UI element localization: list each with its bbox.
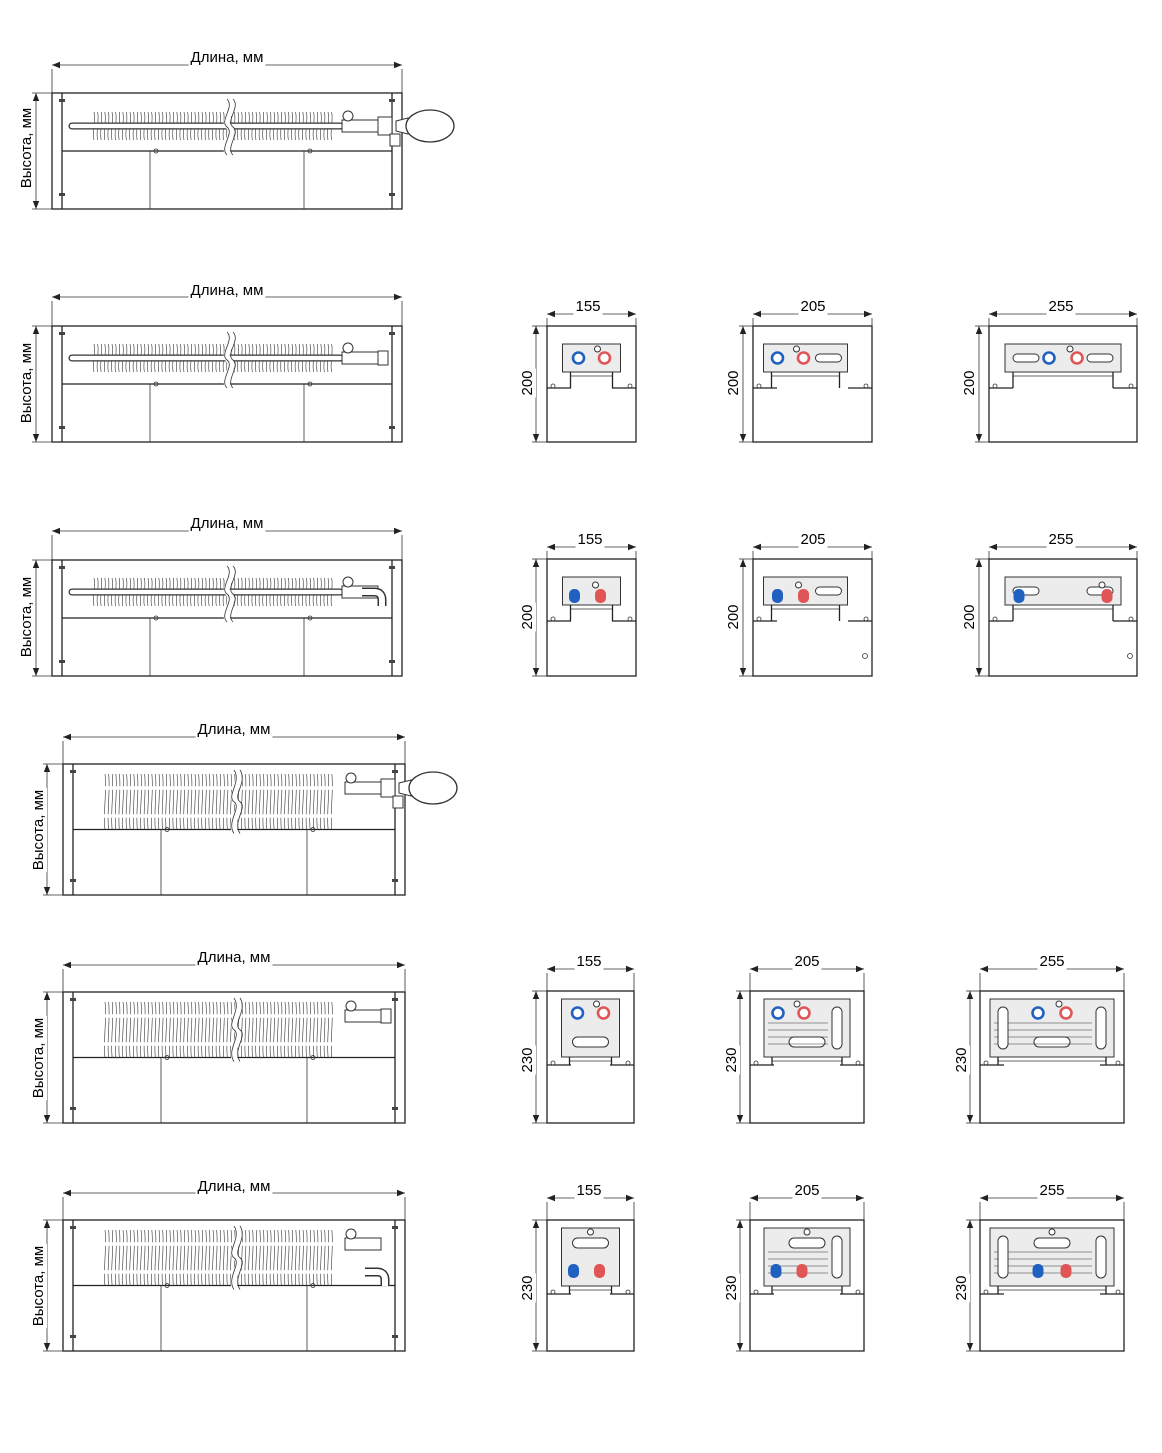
return-connection-icon <box>1044 353 1055 364</box>
slot <box>832 1007 842 1049</box>
width-label: 205 <box>800 531 826 548</box>
bracket <box>70 879 76 882</box>
height-label: Высота, мм <box>18 107 35 189</box>
slot <box>1034 1037 1070 1047</box>
slot <box>1096 1236 1106 1278</box>
slot <box>816 587 842 595</box>
height-value: 230 <box>723 1275 740 1301</box>
air-vent-icon <box>588 1229 594 1235</box>
width-label: 155 <box>577 531 603 548</box>
screw <box>1128 654 1133 659</box>
width-label: 255 <box>1039 1182 1065 1199</box>
air-vent <box>346 1229 356 1239</box>
height-value: 200 <box>961 604 978 630</box>
side-view-row-3 <box>18 515 402 676</box>
return-valve-icon <box>1033 1264 1044 1278</box>
return-valve-icon <box>569 589 580 603</box>
return-valve-icon <box>771 1264 782 1278</box>
bracket <box>70 770 76 773</box>
height-value: 200 <box>519 370 536 396</box>
height-value: 230 <box>953 1275 970 1301</box>
heat-exchanger-section <box>990 1228 1114 1286</box>
valve-body <box>342 352 378 364</box>
height-label: Высота, мм <box>18 576 35 658</box>
air-vent <box>343 577 353 587</box>
height-value: 200 <box>725 370 742 396</box>
bracket <box>392 1335 398 1338</box>
bracket <box>392 998 398 1001</box>
thermostatic-head-icon <box>409 772 457 804</box>
length-label: Длина, мм <box>197 1178 271 1195</box>
return-valve-icon <box>772 589 783 603</box>
valve-body <box>342 120 378 132</box>
air-vent-icon <box>595 346 601 352</box>
bracket <box>59 99 65 102</box>
bracket <box>389 566 395 569</box>
width-label: 205 <box>794 1182 820 1199</box>
air-vent-icon <box>794 346 800 352</box>
return-connection-icon <box>573 353 584 364</box>
side-view-row-2 <box>18 282 402 442</box>
side-view-row-5 <box>30 949 405 1123</box>
bracket <box>59 660 65 663</box>
air-vent-icon <box>1049 1229 1055 1235</box>
return-connection-icon <box>572 1008 583 1019</box>
air-vent-icon <box>804 1229 810 1235</box>
height-label: Высота, мм <box>30 789 47 871</box>
length-label: Длина, мм <box>197 949 271 966</box>
supply-connection-icon <box>1072 353 1083 364</box>
supply-valve-icon <box>594 1264 605 1278</box>
end-view-row-6-155 <box>519 1182 634 1351</box>
end-view-row-3-155 <box>519 531 636 676</box>
air-vent <box>343 343 353 353</box>
return-connection-icon <box>1033 1008 1044 1019</box>
heat-exchanger-section <box>990 999 1114 1057</box>
end-view-row-6-205 <box>723 1182 864 1351</box>
heat-exchanger-fins <box>104 774 332 830</box>
angle-valve-inner <box>365 1272 385 1286</box>
casing-section <box>989 326 1137 442</box>
valve-body <box>345 1238 381 1250</box>
supply-valve-icon <box>798 589 809 603</box>
width-label: 255 <box>1048 531 1074 548</box>
slot <box>1087 354 1113 362</box>
slot <box>789 1238 825 1248</box>
slot <box>1096 1007 1106 1049</box>
lockshield <box>390 134 400 146</box>
air-vent-icon <box>1099 582 1105 588</box>
height-label: Высота, мм <box>18 342 35 424</box>
air-vent-icon <box>1067 346 1073 352</box>
bracket <box>389 193 395 196</box>
width-label: 255 <box>1039 953 1065 970</box>
length-label: Длина, мм <box>197 721 271 738</box>
height-value: 200 <box>519 604 536 630</box>
air-vent-icon <box>794 1001 800 1007</box>
width-label: 255 <box>1048 298 1074 315</box>
valve-body <box>345 1010 381 1022</box>
height-label: Высота, мм <box>30 1017 47 1099</box>
side-view-row-4 <box>30 721 457 895</box>
bracket <box>392 879 398 882</box>
slot <box>998 1236 1008 1278</box>
supply-valve-icon <box>797 1264 808 1278</box>
valve-fitting <box>381 779 395 797</box>
bracket <box>70 1335 76 1338</box>
height-label: Высота, мм <box>30 1245 47 1327</box>
height-value: 230 <box>953 1047 970 1073</box>
bracket <box>389 332 395 335</box>
width-label: 205 <box>800 298 826 315</box>
bracket <box>392 1107 398 1110</box>
height-value: 230 <box>519 1275 536 1301</box>
valve-fitting <box>378 117 392 135</box>
end-view-row-6-255 <box>953 1182 1124 1351</box>
slot <box>789 1037 825 1047</box>
end-view-row-2-205 <box>725 298 872 442</box>
supply-valve-icon <box>1102 589 1113 603</box>
width-label: 155 <box>576 1182 602 1199</box>
slot <box>573 1037 609 1047</box>
heat-exchanger-section <box>562 1228 620 1286</box>
air-vent <box>346 1001 356 1011</box>
end-view-row-5-205 <box>723 953 864 1123</box>
air-vent-icon <box>593 582 599 588</box>
bracket <box>389 99 395 102</box>
height-value: 230 <box>519 1047 536 1073</box>
length-label: Длина, мм <box>190 49 264 66</box>
end-view-row-2-255 <box>961 298 1137 442</box>
return-connection-icon <box>772 353 783 364</box>
side-view-row-6 <box>30 1178 405 1351</box>
air-vent-icon <box>1056 1001 1062 1007</box>
heat-exchanger-fins <box>104 1002 332 1058</box>
end-view-row-5-155 <box>519 953 634 1123</box>
return-connection-icon <box>773 1008 784 1019</box>
length-label: Длина, мм <box>190 282 264 299</box>
casing-section <box>547 326 636 442</box>
angle-valve-inner <box>362 592 382 606</box>
supply-connection-icon <box>598 1008 609 1019</box>
supply-connection-icon <box>599 353 610 364</box>
return-valve-icon <box>1014 589 1025 603</box>
return-valve-icon <box>568 1264 579 1278</box>
supply-valve-icon <box>1061 1264 1072 1278</box>
heat-exchanger-fins <box>104 1230 332 1286</box>
bracket <box>59 193 65 196</box>
bracket <box>70 998 76 1001</box>
slot <box>573 1238 609 1248</box>
end-view-row-2-155 <box>519 298 636 442</box>
end-view-row-5-255 <box>953 953 1124 1123</box>
bracket <box>59 426 65 429</box>
slot <box>1034 1238 1070 1248</box>
supply-connection-icon <box>799 1008 810 1019</box>
bracket <box>70 1226 76 1229</box>
side-view-row-1 <box>18 49 454 209</box>
width-label: 205 <box>794 953 820 970</box>
air-vent-icon <box>796 582 802 588</box>
width-label: 155 <box>576 953 602 970</box>
supply-connection-icon <box>798 353 809 364</box>
thermostatic-head-icon <box>406 110 454 142</box>
end-view-row-3-205 <box>725 531 872 676</box>
lockshield <box>393 796 403 808</box>
air-vent <box>346 773 356 783</box>
height-value: 200 <box>961 370 978 396</box>
slot <box>832 1236 842 1278</box>
bracket <box>59 332 65 335</box>
width-label: 155 <box>575 298 601 315</box>
slot <box>816 354 842 362</box>
height-value: 230 <box>723 1047 740 1073</box>
slot <box>1013 354 1039 362</box>
end-view-row-3-255 <box>961 531 1137 676</box>
air-vent <box>343 111 353 121</box>
straight-valve <box>378 351 388 365</box>
bracket <box>392 1226 398 1229</box>
air-vent-icon <box>594 1001 600 1007</box>
length-label: Длина, мм <box>190 515 264 532</box>
valve-body <box>345 782 381 794</box>
heat-exchanger-section <box>563 344 621 372</box>
straight-valve <box>381 1009 391 1023</box>
screw <box>863 654 868 659</box>
slot <box>998 1007 1008 1049</box>
heat-exchanger-section <box>562 999 620 1057</box>
bracket <box>389 660 395 663</box>
supply-valve-icon <box>595 589 606 603</box>
bracket <box>392 770 398 773</box>
bracket <box>59 566 65 569</box>
bracket <box>70 1107 76 1110</box>
height-value: 200 <box>725 604 742 630</box>
supply-connection-icon <box>1061 1008 1072 1019</box>
bracket <box>389 426 395 429</box>
